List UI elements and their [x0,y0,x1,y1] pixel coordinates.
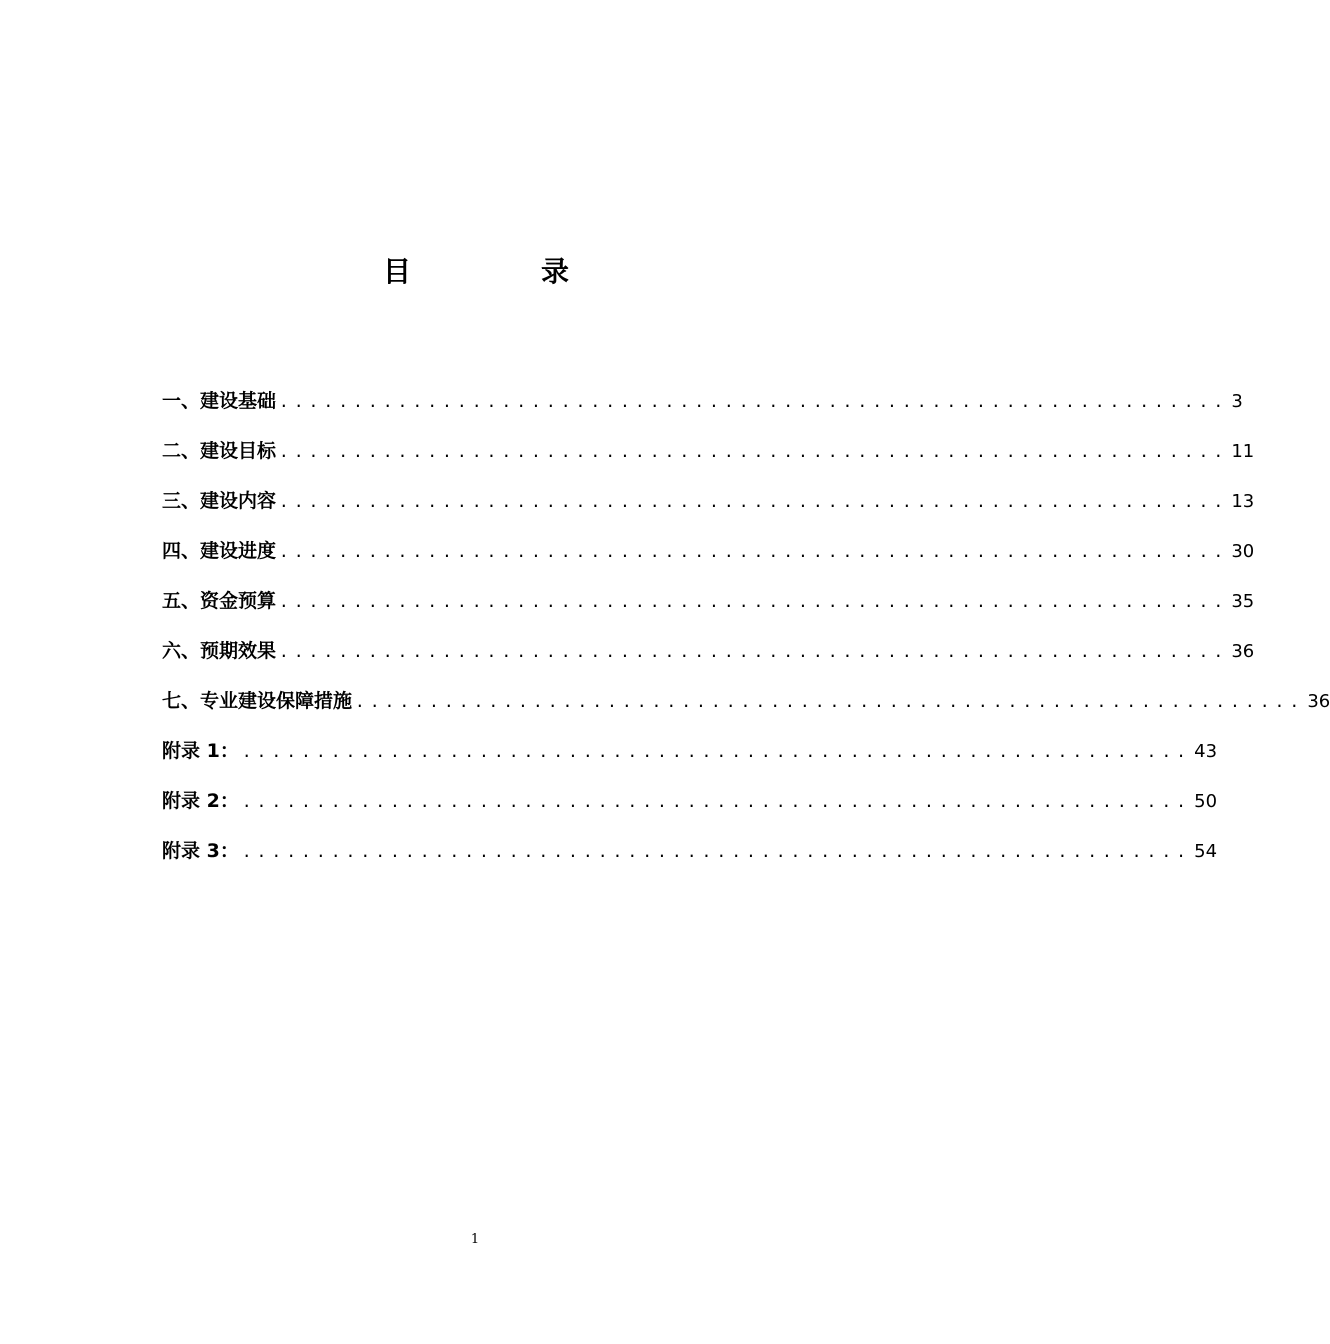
toc-entry-label: 附录 3： [162,840,239,862]
toc-title-char-1: 目 [383,255,412,288]
toc-dot-leader: ................................................................ [241,742,1192,761]
toc-entry-3[interactable] [162,486,1255,536]
toc-entry-2[interactable] [162,436,1255,486]
toc-entry-label: 三、建设内容 [162,490,277,512]
toc-entry-6[interactable] [162,636,1255,686]
toc-entry-label: 五、资金预算 [162,590,277,612]
toc-entry-page: 36 [1231,641,1255,662]
toc-dot-leader: ................................................................ [279,442,1229,461]
toc-entry-5[interactable] [162,586,1255,636]
toc-entry-7[interactable] [162,686,1330,736]
toc-dot-leader: ................................................................ [279,542,1229,561]
toc-list [162,386,1330,886]
toc-dot-leader: ................................................................ [279,642,1229,661]
toc-entry-10[interactable] [162,836,1218,886]
toc-title [0,250,950,290]
toc-dot-leader: ................................................................ [279,392,1229,411]
toc-title-char-2: 录 [541,255,570,288]
toc-entry-page: 43 [1194,741,1218,762]
toc-entry-label: 一、建设基础 [162,390,277,412]
toc-entry-page: 30 [1231,541,1255,562]
toc-entry-page: 11 [1231,441,1255,462]
toc-dot-leader: ................................................................ [241,842,1192,861]
toc-dot-leader: ................................................................ [279,592,1229,611]
toc-entry-4[interactable] [162,536,1255,586]
page-number: 1 [470,1232,480,1247]
toc-entry-8[interactable] [162,736,1218,786]
toc-entry-label: 四、建设进度 [162,540,277,562]
toc-entry-9[interactable] [162,786,1218,836]
toc-dot-leader: ................................................................ [279,492,1229,511]
toc-entry-label: 附录 1： [162,740,239,762]
toc-entry-label: 七、专业建设保障措施 [162,690,353,712]
toc-entry-page: 3 [1231,391,1243,412]
toc-entry-page: 50 [1194,791,1218,812]
toc-entry-page: 54 [1194,841,1218,862]
toc-dot-leader: ................................................................ [241,792,1192,811]
toc-entry-page: 36 [1307,691,1330,712]
toc-entry-label: 二、建设目标 [162,440,277,462]
toc-entry-1[interactable] [162,386,1243,436]
toc-entry-label: 六、预期效果 [162,640,277,662]
toc-dot-leader: ................................................................ [355,692,1305,711]
toc-entry-label: 附录 2： [162,790,239,812]
toc-entry-page: 35 [1231,591,1255,612]
toc-entry-page: 13 [1231,491,1255,512]
